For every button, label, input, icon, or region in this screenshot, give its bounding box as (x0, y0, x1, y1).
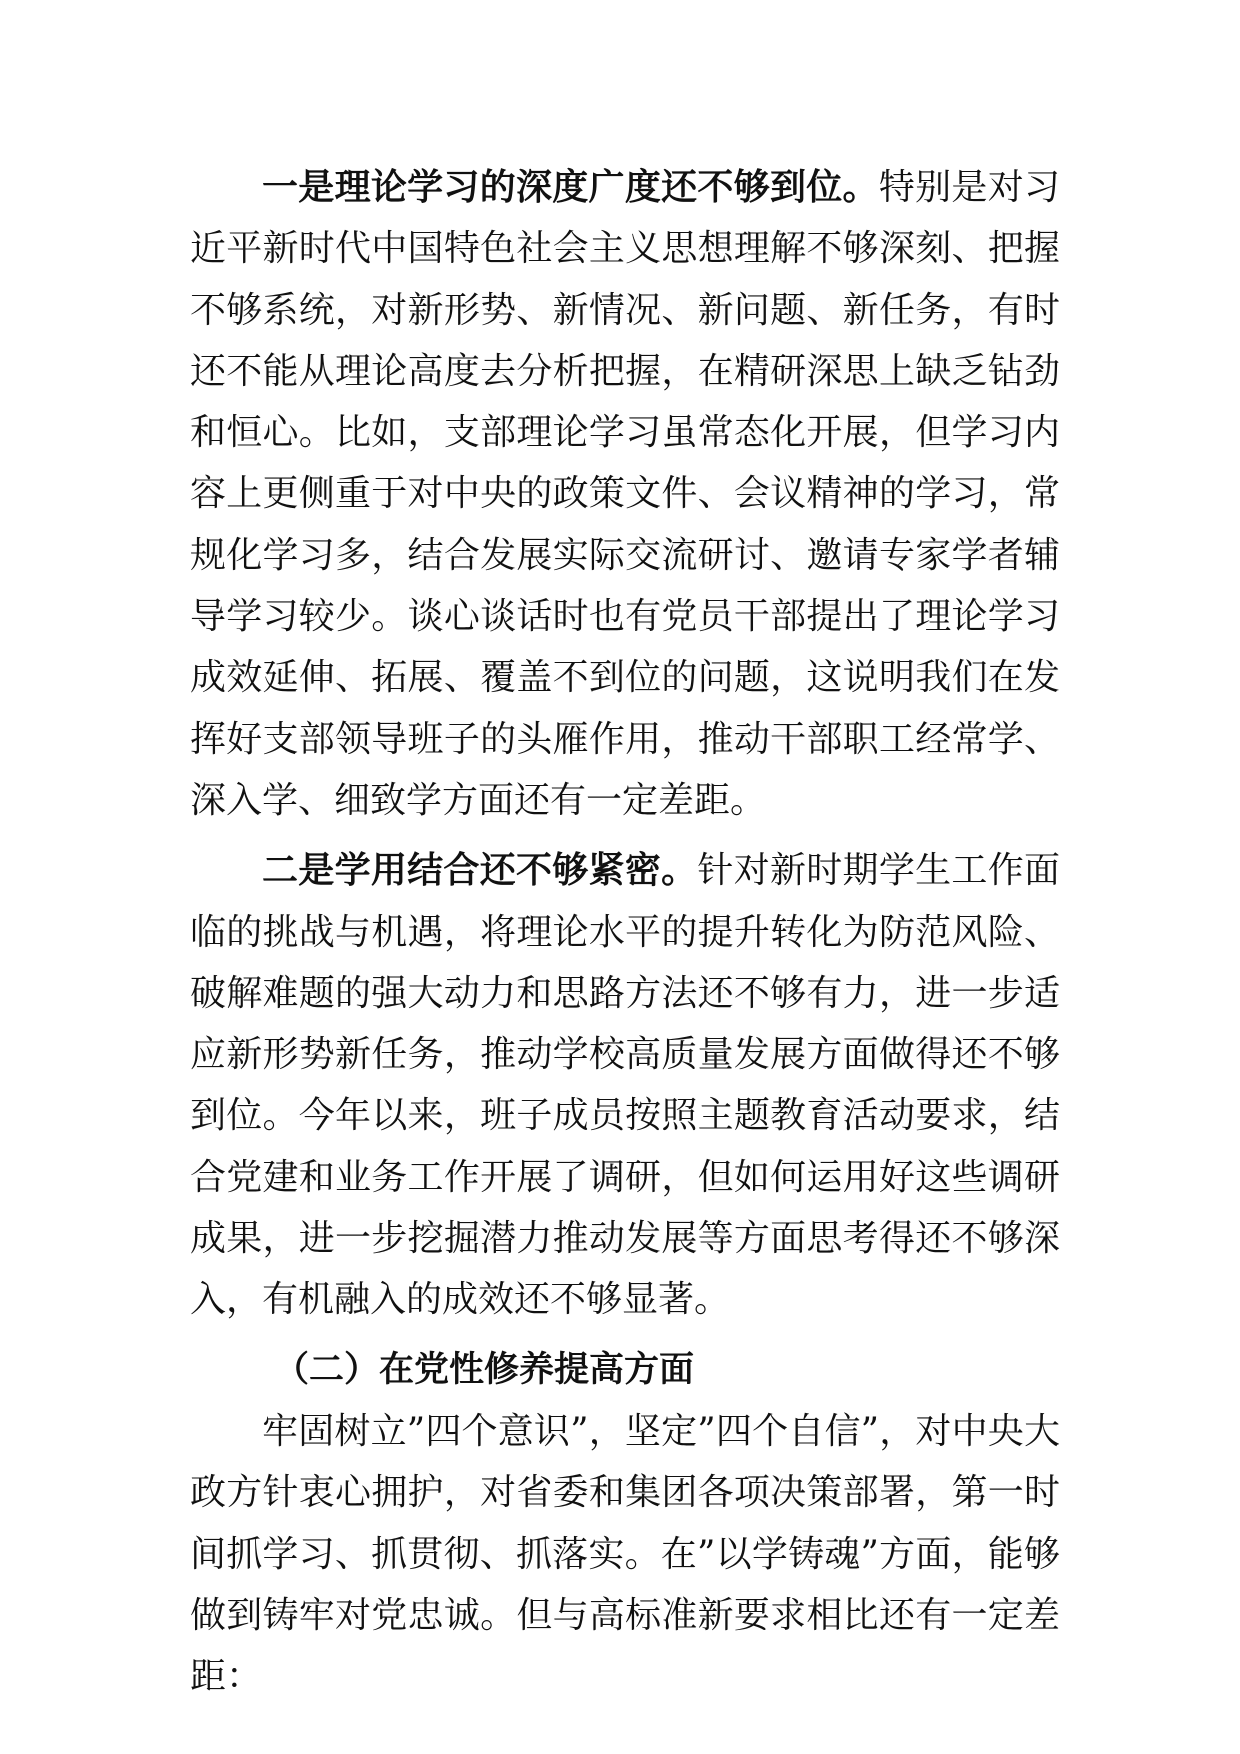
paragraph-text: 针对新时期学生工作面临的挑战与机遇，将理论水平的提升转化为防范风险、破解难题的强大动力和思路方法还不够有力，进一步适应新形势新任务，推动学校高质量发展方面做得还不够到位。今年以来，班子成员按照主题教育活动要求，结合党建和业务工作开展了调研，但如何运用好这些调研成果，进一步挖掘潜力推动发展等方面思考得还不够深入，有机融入的成效还不够显著。 (190, 850, 1060, 1321)
document-body (190, 157, 1060, 1707)
paragraph-party-cultivation: 牢固树立”四个意识”，坚定”四个自信”，对中央大政方针衷心拥护，对省委和集团各项决策部署，第一时间抓学习、抓贯彻、抓落实。在”以学铸魂”方面，能够做到铸牢对党忠诚。但与高标准新要求相比还有一定差距： (190, 1410, 1060, 1698)
paragraph-study-application (190, 840, 1060, 1330)
paragraph-lead: 二是学用结合还不够紧密。 (262, 850, 698, 892)
paragraph-theory-study (190, 157, 1060, 831)
paragraph-text: 特别是对习近平新时代中国特色社会主义思想理解不够深刻、把握不够系统，对新形势、新情况、新问题、新任务，有时还不能从理论高度去分析把握，在精研深思上缺乏钻劲和恒心。比如，支部理论学习虽常态化开展，但学习内容上更侧重于对中央的政策文件、会议精神的学习，常规化学习多，结合发展实际交流研讨、邀请专家学者辅导学习较少。谈心谈话时也有党员干部提出了理论学习成效延伸、拓展、覆盖不到位的问题，这说明我们在发挥好支部领导班子的头雁作用，推动干部职工经常学、深入学、细致学方面还有一定差距。 (190, 167, 1060, 821)
paragraph-lead: 一是理论学习的深度广度还不够到位。 (262, 167, 879, 208)
section-heading: （二）在党性修养提高方面 (274, 1349, 695, 1390)
